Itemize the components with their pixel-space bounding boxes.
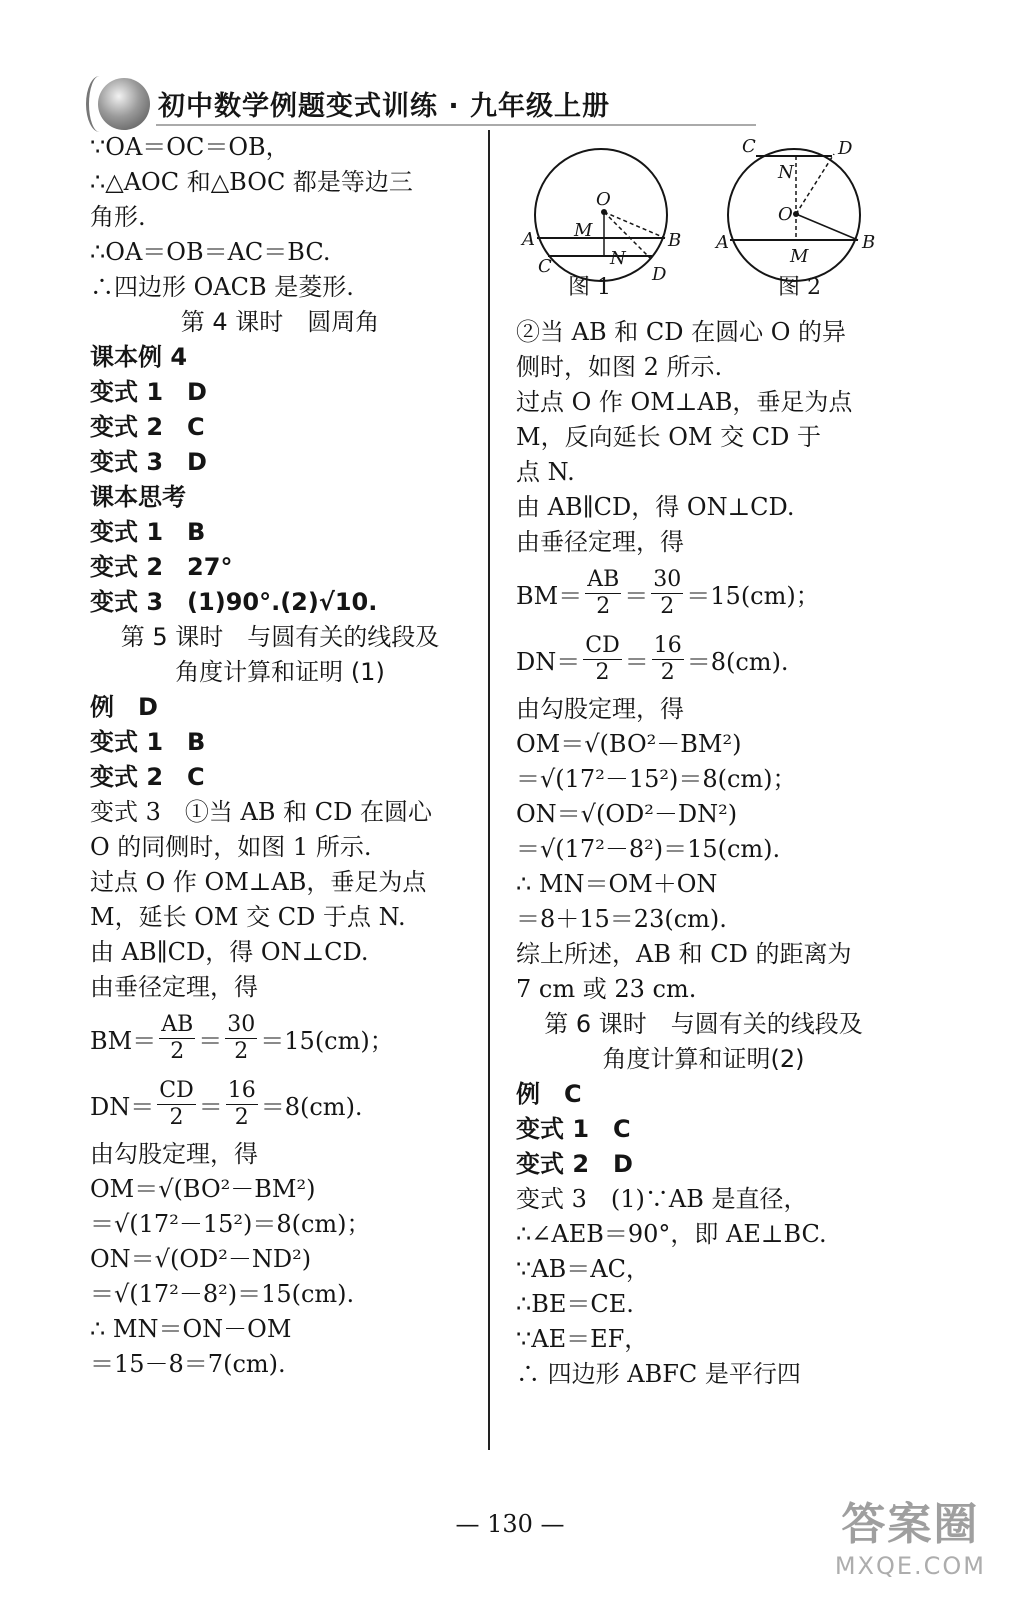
numerator: AB bbox=[161, 1011, 194, 1037]
answer-line: 变式 3 D bbox=[90, 448, 207, 476]
fraction bbox=[225, 1012, 257, 1065]
text-line: 由勾股定理，得 bbox=[90, 1140, 258, 1168]
label-o: O bbox=[778, 204, 793, 225]
text-line: 由勾股定理，得 bbox=[516, 695, 684, 723]
watermark bbox=[835, 1488, 986, 1580]
label-c: C bbox=[742, 136, 756, 157]
text-line: M，延长 OM 交 CD 于点 N. bbox=[90, 903, 406, 931]
section-title-lesson-5: 第 5 课时 与圆有关的线段及 bbox=[120, 623, 440, 651]
text-line: ＝√(17²－15²)＝8(cm)； bbox=[90, 1210, 371, 1238]
text-line: ∴∠AEB＝90°，即 AE⊥BC. bbox=[516, 1220, 827, 1248]
section-title-lesson-4: 第 4 课时 圆周角 bbox=[180, 308, 380, 336]
text-line: 7 cm 或 23 cm. bbox=[516, 975, 697, 1003]
eq-text: ＝ bbox=[624, 647, 649, 676]
numerator: CD bbox=[159, 1077, 194, 1103]
numerator: 16 bbox=[227, 1077, 256, 1103]
denominator: 2 bbox=[660, 659, 675, 685]
label-n: N bbox=[778, 162, 794, 183]
eq-text: ＝15(cm)； bbox=[686, 581, 820, 610]
figure-1-caption: 图 1 bbox=[568, 275, 611, 300]
text-line: 点 N. bbox=[516, 458, 575, 486]
answer-line: 例 D bbox=[90, 693, 158, 721]
eq-text: DN＝ bbox=[516, 647, 581, 676]
answer-line: 变式 1 B bbox=[90, 728, 206, 756]
circle bbox=[535, 149, 667, 281]
header-globe-icon bbox=[98, 78, 150, 130]
section-title-lesson-5-cont: 角度计算和证明 (1) bbox=[175, 658, 385, 686]
denominator: 2 bbox=[595, 659, 610, 685]
answer-line: 变式 2 C bbox=[90, 763, 205, 791]
text-line: 由垂径定理，得 bbox=[516, 528, 684, 556]
text-line: 侧时，如图 2 所示. bbox=[516, 353, 723, 381]
answer-line: 变式 2 C bbox=[90, 413, 205, 441]
text-line: OM＝√(BO²－BM²) bbox=[516, 730, 742, 758]
text-line: 综上所述，AB 和 CD 的距离为 bbox=[516, 940, 852, 968]
watermark-logo: 答案圈 bbox=[841, 1499, 980, 1550]
text-line: ＝√(17²－8²)＝15(cm). bbox=[516, 835, 781, 863]
text-line: ∴BE＝CE. bbox=[516, 1290, 634, 1318]
fraction bbox=[583, 633, 621, 686]
column-divider bbox=[488, 130, 490, 1450]
answer-line: 变式 2 D bbox=[516, 1150, 633, 1178]
label-a: A bbox=[716, 232, 729, 253]
numerator: CD bbox=[585, 632, 620, 658]
subsection-title: 课本思考 bbox=[90, 483, 186, 511]
answer-line: 例 C bbox=[516, 1080, 582, 1108]
figures bbox=[516, 130, 891, 305]
text-line: ∴OA＝OB＝AC＝BC. bbox=[90, 238, 331, 266]
text-line: ∵AB＝AC， bbox=[516, 1255, 650, 1283]
equation-bm bbox=[90, 1005, 470, 1071]
label-b: B bbox=[668, 230, 682, 251]
label-m: M bbox=[574, 220, 593, 241]
equation-bm bbox=[516, 560, 891, 626]
numerator: 30 bbox=[653, 566, 682, 592]
header-rule bbox=[156, 124, 756, 126]
right-column bbox=[516, 130, 891, 1392]
label-d: D bbox=[652, 264, 667, 285]
numerator: AB bbox=[587, 566, 620, 592]
center-point bbox=[793, 211, 799, 217]
section-title-lesson-6: 第 6 课时 与圆有关的线段及 bbox=[544, 1010, 863, 1038]
figure-1 bbox=[520, 149, 681, 285]
text-line: ②当 AB 和 CD 在圆心 O 的异 bbox=[516, 318, 847, 346]
text-line: 由垂径定理，得 bbox=[90, 973, 258, 1001]
eq-text: DN＝ bbox=[90, 1092, 155, 1121]
text-line: ∴△AOC 和△BOC 都是等边三 bbox=[90, 168, 413, 196]
text-line: M，反向延长 OM 交 CD 于 bbox=[516, 423, 821, 451]
label-a: A bbox=[522, 229, 535, 250]
eq-text: ＝ bbox=[198, 1092, 223, 1121]
subsection-title: 课本例 4 bbox=[90, 343, 188, 371]
numerator: 16 bbox=[653, 632, 682, 658]
eq-text: ＝15(cm)； bbox=[260, 1026, 394, 1055]
left-column bbox=[90, 130, 470, 1382]
section-title-lesson-6-cont: 角度计算和证明(2) bbox=[602, 1045, 805, 1073]
fraction bbox=[157, 1078, 195, 1131]
figure-2 bbox=[714, 136, 875, 281]
fraction bbox=[652, 633, 684, 686]
denominator: 2 bbox=[234, 1038, 249, 1064]
denominator: 2 bbox=[596, 593, 611, 619]
text-line: ∴ MN＝ON－OM bbox=[90, 1315, 292, 1343]
text-line: ∵OA＝OC＝OB， bbox=[90, 133, 290, 161]
text-line: ＝15－8＝7(cm). bbox=[90, 1350, 286, 1378]
text-line: 过点 O 作 OM⊥AB，垂足为点 bbox=[516, 388, 853, 416]
eq-text: ＝ bbox=[624, 581, 649, 610]
text-line: 过点 O 作 OM⊥AB，垂足为点 bbox=[90, 868, 427, 896]
book-title: 初中数学例题变式训练 · 九年级上册 bbox=[158, 91, 611, 122]
fraction bbox=[585, 567, 621, 620]
text-line: OM＝√(BO²－BM²) bbox=[90, 1175, 316, 1203]
label-c: C bbox=[538, 256, 552, 277]
fraction bbox=[159, 1012, 195, 1065]
text-line: ∵AE＝EF， bbox=[516, 1325, 649, 1353]
text-line: ON＝√(OD²－DN²) bbox=[516, 800, 738, 828]
text-line: ＝√(17²－8²)＝15(cm). bbox=[90, 1280, 355, 1308]
watermark-url: MXQE.COM bbox=[834, 1552, 986, 1580]
eq-text: ＝ bbox=[198, 1026, 223, 1055]
text-line: ON＝√(OD²－ND²) bbox=[90, 1245, 312, 1273]
text-line: 角形. bbox=[90, 203, 146, 231]
denominator: 2 bbox=[234, 1104, 249, 1130]
label-d: D bbox=[838, 138, 853, 159]
equation-dn bbox=[90, 1071, 470, 1137]
segment-od bbox=[796, 154, 834, 214]
answer-line: 变式 1 C bbox=[516, 1115, 631, 1143]
eq-text: BM＝ bbox=[90, 1026, 157, 1055]
label-b: B bbox=[862, 232, 876, 253]
segment-ob bbox=[796, 214, 858, 240]
denominator: 2 bbox=[660, 593, 675, 619]
text-line: 变式 3 (1)∵AB 是直径， bbox=[516, 1185, 808, 1213]
answer-line: 变式 2 27° bbox=[90, 553, 233, 581]
text-line: 变式 3 ①当 AB 和 CD 在圆心 bbox=[90, 798, 432, 826]
page-number: — 130 — bbox=[455, 1510, 565, 1538]
text-line: ∴ MN＝OM＋ON bbox=[516, 870, 718, 898]
denominator: 2 bbox=[169, 1104, 184, 1130]
text-line: ∴四边形 OACB 是菱形. bbox=[90, 273, 354, 301]
denominator: 2 bbox=[170, 1038, 185, 1064]
eq-text: ＝8(cm). bbox=[260, 1092, 363, 1121]
numerator: 30 bbox=[227, 1011, 256, 1037]
answer-line: 变式 3 (1)90°.(2)√10. bbox=[90, 588, 378, 616]
figure-2-caption: 图 2 bbox=[778, 275, 821, 300]
label-n: N bbox=[610, 248, 626, 269]
segment-ob bbox=[604, 212, 665, 238]
answer-line: 变式 1 D bbox=[90, 378, 207, 406]
text-line: O 的同侧时，如图 1 所示. bbox=[90, 833, 372, 861]
text-line: ＝√(17²－15²)＝8(cm)； bbox=[516, 765, 797, 793]
equation-dn bbox=[516, 626, 891, 692]
label-m: M bbox=[790, 246, 809, 267]
text-line: ＝8＋15＝23(cm). bbox=[516, 905, 727, 933]
eq-text: ＝8(cm). bbox=[686, 647, 789, 676]
label-o: O bbox=[596, 189, 611, 210]
text-line: 由 AB∥CD，得 ON⊥CD. bbox=[90, 938, 369, 966]
fraction bbox=[651, 567, 683, 620]
fraction bbox=[226, 1078, 258, 1131]
text-line: 由 AB∥CD，得 ON⊥CD. bbox=[516, 493, 795, 521]
text-line: ∴ 四边形 ABFC 是平行四 bbox=[516, 1360, 801, 1388]
answer-line: 变式 1 B bbox=[90, 518, 206, 546]
eq-text: BM＝ bbox=[516, 581, 583, 610]
